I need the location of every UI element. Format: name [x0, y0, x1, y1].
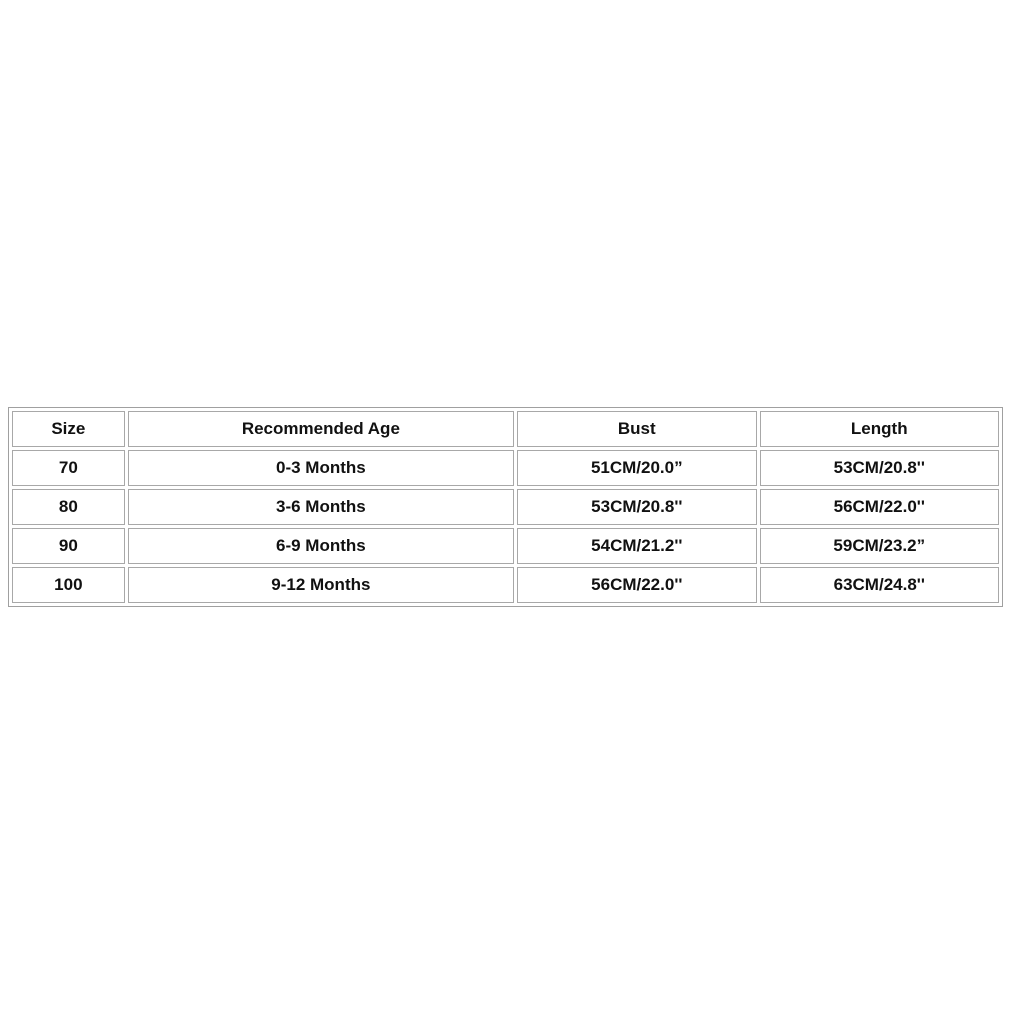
- header-bust: Bust: [517, 411, 756, 447]
- cell-bust: 56CM/22.0'': [517, 567, 756, 603]
- cell-size: 90: [12, 528, 125, 564]
- cell-length: 56CM/22.0'': [760, 489, 999, 525]
- cell-bust: 54CM/21.2'': [517, 528, 756, 564]
- cell-size: 80: [12, 489, 125, 525]
- table-header-row: [12, 411, 999, 447]
- cell-recommended-age: 9-12 Months: [128, 567, 514, 603]
- cell-bust: 53CM/20.8'': [517, 489, 756, 525]
- cell-size: 70: [12, 450, 125, 486]
- cell-length: 53CM/20.8'': [760, 450, 999, 486]
- header-length: Length: [760, 411, 999, 447]
- header-recommended-age: Recommended Age: [128, 411, 514, 447]
- cell-recommended-age: 3-6 Months: [128, 489, 514, 525]
- cell-length: 59CM/23.2”: [760, 528, 999, 564]
- table-row: [12, 528, 999, 564]
- size-chart-table: [8, 407, 1003, 607]
- cell-length: 63CM/24.8'': [760, 567, 999, 603]
- cell-size: 100: [12, 567, 125, 603]
- cell-bust: 51CM/20.0”: [517, 450, 756, 486]
- cell-recommended-age: 0-3 Months: [128, 450, 514, 486]
- table-row: [12, 489, 999, 525]
- header-size: Size: [12, 411, 125, 447]
- cell-recommended-age: 6-9 Months: [128, 528, 514, 564]
- table-row: [12, 450, 999, 486]
- table-row: [12, 567, 999, 603]
